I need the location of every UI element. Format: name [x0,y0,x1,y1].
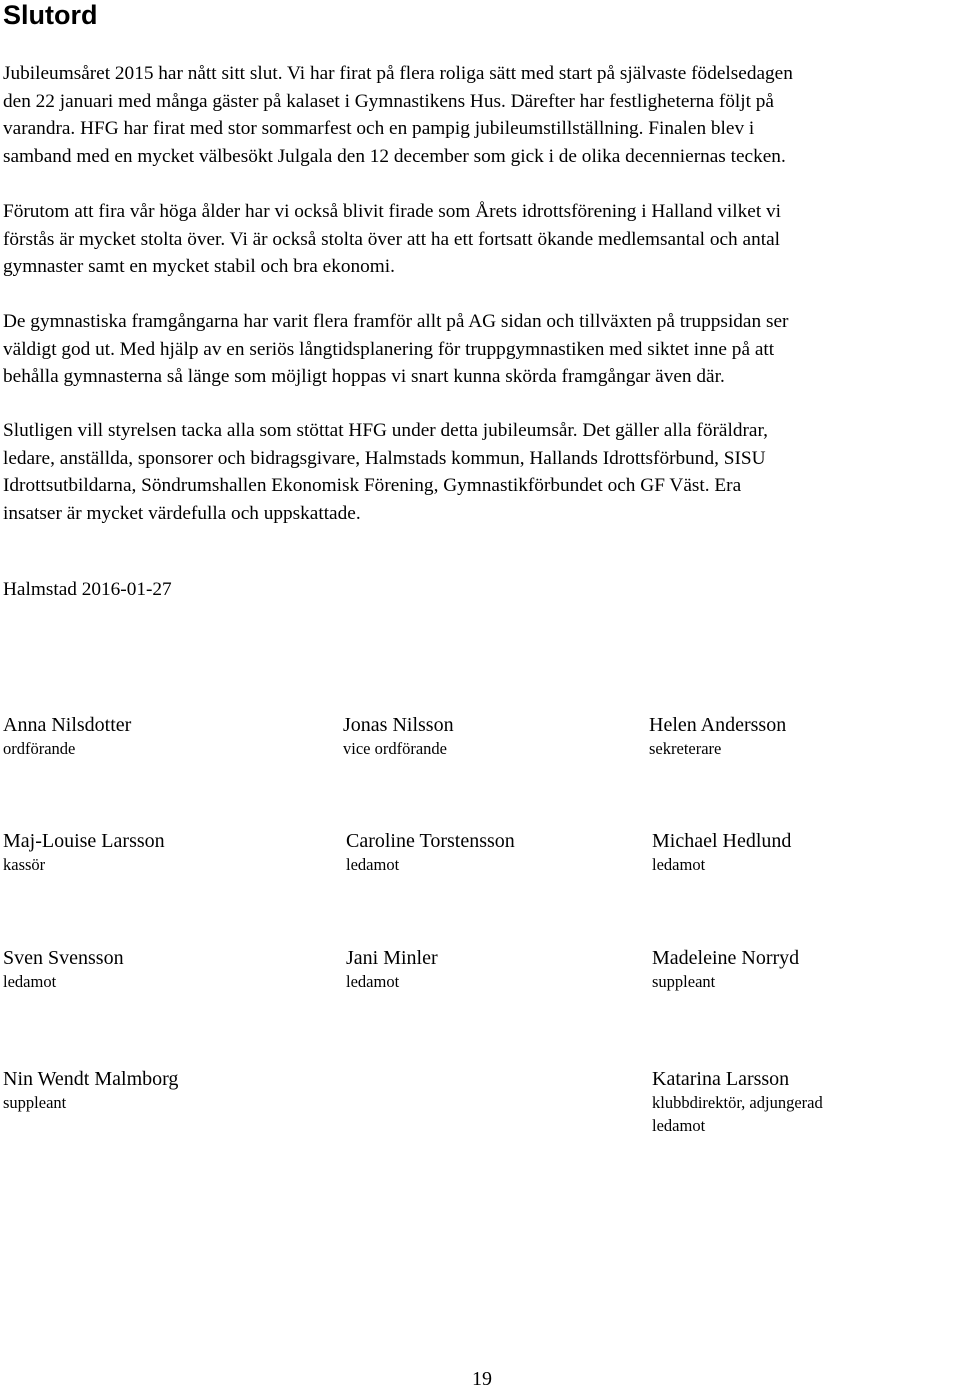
signatory [649,946,958,1067]
empty-cell [343,1067,649,1137]
signatory [343,946,649,1067]
signatory [3,1067,343,1137]
signatory-role: ledamot [3,972,57,991]
signatory-name: Anna Nilsdotter [3,714,132,736]
paragraph-3: De gymnastiska framgångarna har varit flera framför allt på AG sidan och tillväxten på truppsidan ser väldigt god ut. Med hjälp av en seriös långtidsplanering för truppgymnastiken med siktet inne på att behålla gymnasterna så länge som möjligt hoppas vi snart kunna skörda framgångar även där. [3,311,789,387]
signatory-role: ledamot [346,972,400,991]
signatory-name: Madeleine Norryd [652,947,800,969]
signatory-name: Jonas Nilsson [343,714,454,736]
signatory-name: Maj-Louise Larsson [3,830,165,852]
paragraph-2: Förutom att fira vår höga ålder har vi också blivit firade som Årets idrottsförening i Halland vilket vi förstås är mycket stolta över. Vi är också stolta över att ha ett fortsatt ökande medlemsantal och antal gymnaster samt en mycket stabil och bra ekonomi. [3,201,782,277]
signatory-role: suppleant [3,1093,67,1112]
signatory-name: Nin Wendt Malmborg [3,1068,179,1090]
signatory-name: Jani Minler [346,947,438,969]
signatory-name: Katarina Larsson [652,1068,790,1090]
signatory [3,946,343,1067]
signatory [649,1067,958,1137]
signatory [343,713,649,829]
signatory-role: vice ordförande [343,739,447,758]
page-heading: Slutord [3,0,98,30]
paragraph-1: Jubileumsåret 2015 har nått sitt slut. Vi har firat på flera roliga sätt med start på självaste födelsedagen den 22 januari med många gäster på kalaset i Gymnastikens Hus. Därefter har festligheterna följt på varandra. HFG har firat med stor sommarfest och en pampig jubileumstillställning. Finalen blev i samband med en mycket välbesökt Julgala den 12 december som gick i de olika decenniernas tecken. [3,63,793,167]
place-and-date: Halmstad 2016-01-27 [3,579,172,600]
page-number: 19 [472,1368,492,1390]
signatory-name: Sven Svensson [3,947,124,969]
signatory-name: Michael Hedlund [652,830,792,852]
signatory-role: kassör [3,855,46,874]
signatory-name: Caroline Torstensson [346,830,515,852]
signature-block [3,713,958,1137]
signatory-role: klubbdirektör, adjungerad ledamot [652,1093,823,1135]
signatory [3,829,343,946]
paragraph-4: Slutligen vill styrelsen tacka alla som stöttat HFG under detta jubileumsår. Det gäller alla föräldrar, ledare, anställda, sponsorer och bidragsgivare, Halmstads kommun, Hallands Idrottsförbund, SISU Idrottsutbildarna, Söndrumshallen Ekonomisk Förening, Gymnastikförbundet och GF Väst. Era insatser är mycket värdefulla och uppskattade. [3,420,768,524]
signatory-name: Helen Andersson [649,714,787,736]
signatory-role: ledamot [652,855,706,874]
signatory-role: ledamot [346,855,400,874]
signatory-role: ordförande [3,739,76,758]
signatory-role: suppleant [652,972,716,991]
signatory [649,829,958,946]
signatory-role: sekreterare [649,739,722,758]
signatory [343,829,649,946]
signatory [3,713,343,829]
signatory [649,713,958,829]
